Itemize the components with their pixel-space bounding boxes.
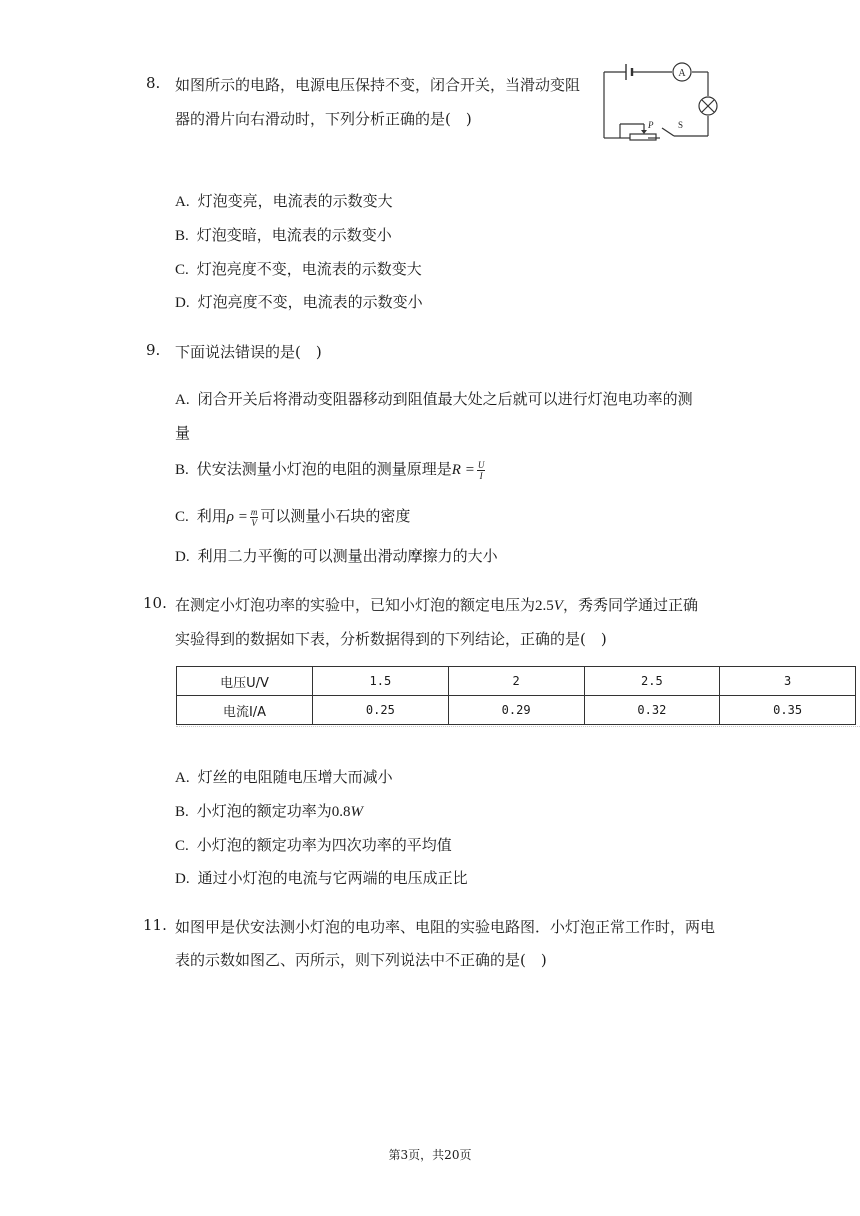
question-10-option-c bbox=[175, 834, 452, 855]
table-cell: 0.29 bbox=[448, 696, 584, 725]
page-footer: 第3页，共20页 bbox=[388, 1148, 472, 1162]
option-text: 小灯泡的额定功率为 bbox=[196, 802, 332, 820]
table-row-header: 电压U/V bbox=[177, 667, 313, 696]
power-value: 0.8 bbox=[331, 804, 351, 820]
table-cell: 2 bbox=[448, 667, 584, 696]
slider-label: P bbox=[648, 120, 654, 130]
question-10-stem-line1 bbox=[175, 594, 698, 615]
question-9-option-c bbox=[175, 505, 410, 528]
voltage-value: 2.5 bbox=[535, 598, 554, 614]
question-10-option-d bbox=[175, 867, 468, 888]
option-label: D. bbox=[175, 295, 190, 311]
option-text-post: 可以测量小石块的密度 bbox=[260, 507, 411, 525]
table-row bbox=[177, 696, 856, 725]
option-text-line1: 闭合开关后将滑动变阻器移动到阻值最大处之后就可以进行灯泡电功率的测 bbox=[197, 390, 693, 408]
option-label: B. bbox=[175, 804, 189, 820]
formula-lhs: ρ = bbox=[226, 509, 248, 525]
question-11-number: 11. bbox=[143, 916, 167, 934]
fraction-denominator: I bbox=[479, 470, 483, 481]
question-8-option-a bbox=[175, 190, 393, 211]
question-9-option-a bbox=[175, 388, 693, 409]
formula-fraction bbox=[250, 507, 259, 528]
option-text: 灯泡亮度不变，电流表的示数变小 bbox=[197, 293, 423, 311]
option-label: B. bbox=[175, 462, 189, 478]
option-label: C. bbox=[175, 262, 189, 278]
question-10-number: 10. bbox=[143, 594, 167, 612]
option-label: D. bbox=[175, 871, 190, 887]
fraction-numerator: U bbox=[477, 459, 485, 470]
table-cell: 0.35 bbox=[720, 696, 856, 725]
stem-text: 在测定小灯泡功率的实验中，已知小灯泡的额定电压为 bbox=[175, 596, 536, 614]
question-8-stem-line2: 器的滑片向右滑动时，下列分析正确的是( ) bbox=[175, 110, 472, 128]
power-unit: W bbox=[350, 804, 364, 820]
question-9-option-d bbox=[175, 545, 498, 566]
option-label: C. bbox=[175, 509, 189, 525]
question-9-option-a-line2: 量 bbox=[175, 424, 191, 442]
question-8-number: 8. bbox=[146, 74, 161, 92]
option-text: 伏安法测量小灯泡的电阻的测量原理是 bbox=[196, 460, 452, 478]
question-8-stem-line1: 如图所示的电路，电源电压保持不变，闭合开关，当滑动变阻 bbox=[175, 76, 581, 94]
table-cell: 0.25 bbox=[313, 696, 449, 725]
option-label: A. bbox=[175, 770, 190, 786]
circuit-diagram bbox=[598, 58, 722, 144]
question-8-option-c bbox=[175, 258, 422, 279]
question-9-stem: 下面说法错误的是( ) bbox=[175, 343, 322, 361]
table-cell: 2.5 bbox=[584, 667, 720, 696]
table-cell: 0.32 bbox=[584, 696, 720, 725]
question-8-option-b bbox=[175, 224, 392, 245]
question-11-stem-line2: 表的示数如图乙、丙所示，则下列说法中不正确的是( ) bbox=[175, 951, 547, 969]
fraction-denominator: V bbox=[251, 517, 257, 528]
data-table bbox=[176, 666, 856, 725]
question-8-option-d bbox=[175, 291, 423, 312]
option-label: A. bbox=[175, 194, 190, 210]
question-11-stem-line1: 如图甲是伏安法测小灯泡的电功率、电阻的实验电路图．小灯泡正常工作时，两电 bbox=[175, 918, 716, 936]
formula-lhs: R = bbox=[451, 462, 475, 478]
table-divider bbox=[176, 726, 860, 735]
option-text-pre: 利用 bbox=[196, 507, 227, 525]
table-row-header: 电流I/A bbox=[177, 696, 313, 725]
option-text: 灯丝的电阻随电压增大而减小 bbox=[197, 768, 393, 786]
table-cell: 1.5 bbox=[313, 667, 449, 696]
voltage-unit: V bbox=[553, 598, 563, 614]
option-text: 小灯泡的额定功率为四次功率的平均值 bbox=[196, 836, 452, 854]
option-text: 利用二力平衡的可以测量出滑动摩擦力的大小 bbox=[197, 547, 498, 565]
stem-text: ，秀秀同学通过正确 bbox=[562, 596, 698, 614]
question-9-number: 9. bbox=[146, 341, 161, 359]
question-10-option-a bbox=[175, 766, 393, 787]
question-9-option-b bbox=[175, 458, 487, 481]
option-label: B. bbox=[175, 228, 189, 244]
option-text: 通过小灯泡的电流与它两端的电压成正比 bbox=[197, 869, 468, 887]
ammeter-label: A bbox=[678, 68, 686, 79]
table-cell: 3 bbox=[720, 667, 856, 696]
switch-label: S bbox=[678, 120, 684, 130]
option-label: D. bbox=[175, 549, 190, 565]
option-label: C. bbox=[175, 838, 189, 854]
formula-fraction bbox=[477, 460, 486, 481]
fraction-numerator: m bbox=[250, 506, 258, 517]
option-text: 灯泡变亮，电流表的示数变大 bbox=[197, 192, 393, 210]
option-text: 灯泡亮度不变，电流表的示数变大 bbox=[196, 260, 422, 278]
question-10-option-b bbox=[175, 800, 363, 821]
option-text: 灯泡变暗，电流表的示数变小 bbox=[196, 226, 392, 244]
option-label: A. bbox=[175, 392, 190, 408]
table-row bbox=[177, 667, 856, 696]
question-10-stem-line2: 实验得到的数据如下表，分析数据得到的下列结论，正确的是( ) bbox=[175, 630, 607, 648]
